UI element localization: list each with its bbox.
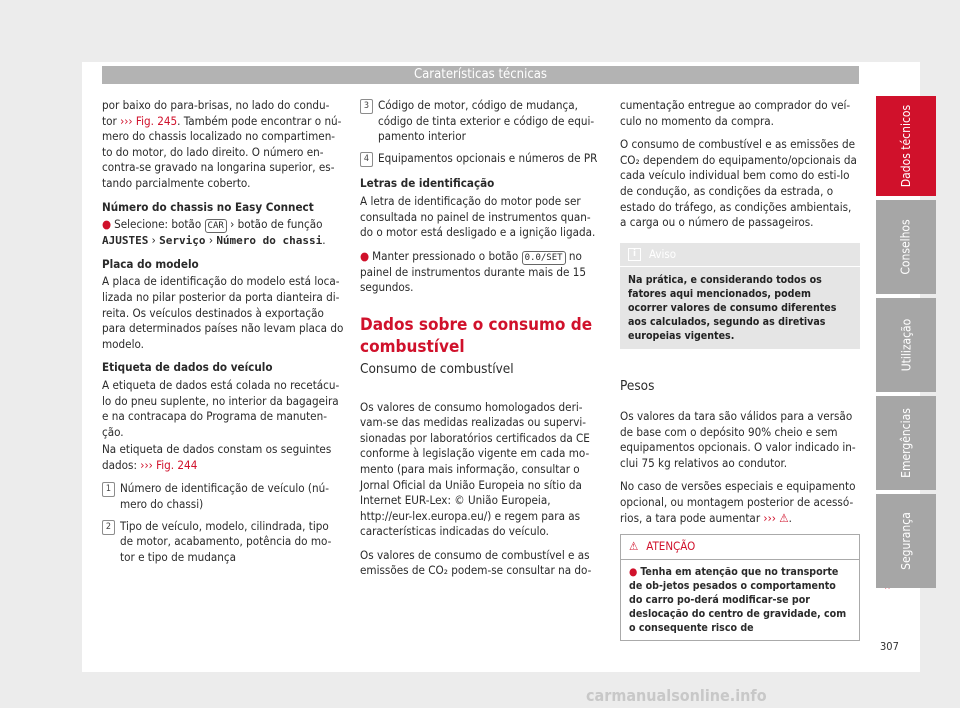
chapter-tab[interactable] — [876, 96, 936, 196]
chapter-tab-label: Emergências — [899, 408, 914, 478]
chapter-tab-label: Dados técnicos — [899, 104, 914, 188]
chapter-tab[interactable] — [876, 298, 936, 392]
column-2 — [360, 98, 603, 587]
warning-triangle-icon: ⚠ — [629, 539, 639, 554]
paragraph-co2: Os valores de consumo de combustível e as emissões de CO₂ podem-se consultar na do- — [360, 547, 592, 578]
list-item: 2 Tipo de veículo, modelo, cilindrada, tipo de motor, acabamento, potência do mo-tor e tipo de mudança — [102, 519, 344, 566]
heading-letras: Letras de identificação — [360, 176, 495, 191]
bullet-easy-connect: ● Selecione: botão CAR › botão de função AJUSTES › Serviço › Número do chassi. — [102, 217, 326, 248]
list-item: 1 Número de identificação de veículo (nú-mero do chassi) — [102, 481, 344, 512]
subsection-title-pesos: Pesos — [620, 378, 655, 395]
watermark: carmanualsonline.info — [586, 686, 767, 705]
list-item: 3 Código de motor, código de mudança, código de tinta exterior e código de equi-pamento interior — [360, 98, 603, 145]
paragraph-pesos-2: No caso de versões especiais e equipamento opcional, ou montagem posterior de acessó-rios, a tara pode aumentar ››› ⚠. — [620, 479, 856, 525]
number-badge: 4 — [360, 152, 373, 167]
column-1 — [102, 98, 344, 571]
paragraph-intro: por baixo do para-brisas, no lado do condu-tor ››› Fig. 245. Também pode encontrar o nú-mero do chassis localizado no compartimen-to do motor, do lado direito. O número en-contra-se gravado na longarina superior, es-tando parcialmente coberto. — [102, 98, 342, 190]
car-key-icon: CAR — [205, 219, 227, 233]
bullet-set-button: ● Manter pressionado o botão 0.0/SET no painel de instrumentos durante mais de 15 segundos. — [360, 248, 587, 295]
fig-link-244[interactable]: Fig. 244 — [152, 457, 198, 472]
chapter-tab-label: Segurança — [899, 512, 913, 570]
heading-placa: Placa do modelo — [102, 256, 199, 271]
warning-icon[interactable]: ⚠ — [779, 510, 789, 525]
fig-link-245[interactable]: Fig. 245 — [132, 113, 178, 128]
paragraph-constam: Na etiqueta de dados constam os seguintes dados: ››› Fig. 244 — [102, 442, 332, 472]
notice-box — [620, 243, 860, 350]
subsection-title: Consumo de combustível — [360, 360, 514, 377]
chapter-tab-label: Utilização — [898, 318, 913, 372]
chapter-tab[interactable] — [876, 494, 936, 588]
paragraph-etiqueta: A etiqueta de dados está colada no recetácu-lo do pneu suplente, no interior da bagageira e na contracapa do Programa de manuten-ção. — [102, 377, 340, 439]
paragraph-consumo: Os valores de consumo homologados deri-vam-se das medidas realizadas ou supervi-sionadas por laboratórios certificados da CE conforme à legislação vigente em cada mo-mento (para mais informação, consultar o Jornal Oficial da União Europeia no sítio da Internet EUR-Lex: © União Europeia, http://eur-lex.europa.eu/) e regem para as características indicadas do veículo. — [360, 399, 590, 539]
chapter-tab-label: Conselhos — [899, 219, 913, 275]
paragraph-placa: A placa de identificação do modelo está loca-lizada no pilar posterior da porta dianteira di-reita. Os veículos destinados à exportação para determinados países não levam placa do modelo. — [102, 274, 344, 351]
info-icon: i — [628, 248, 641, 261]
xref-arrow[interactable]: ››› — [140, 457, 153, 472]
chapter-tab[interactable] — [876, 396, 936, 490]
xref-arrow[interactable]: ››› — [120, 113, 133, 128]
list-item: 4 Equipamentos opcionais e números de PR — [360, 151, 603, 167]
number-badge: 2 — [102, 520, 115, 535]
paragraph-letras: A letra de identificação do motor pode ser consultada no painel de instrumentos quan-do o motor está desligado e a ignição ligada. — [360, 193, 596, 240]
chapter-tabs — [876, 96, 936, 592]
column-3 — [620, 98, 860, 641]
number-badge: 1 — [102, 482, 115, 497]
heading-etiqueta: Etiqueta de dados do veículo — [102, 360, 273, 375]
number-badge: 3 — [360, 99, 373, 114]
section-header: Caraterísticas técnicas — [102, 66, 859, 84]
section-title: Dados sobre o consumo de combustível — [360, 314, 593, 357]
notice-header: i Aviso — [620, 243, 860, 268]
paragraph-co2-factors: O consumo de combustível e as emissões de CO₂ dependem do equipamento/opcionais da cada veículo individual bem como do esti-lo de condução, as condições da estrada, o estado do tráfego, as condições ambientais, a carga ou o número de passageiros. — [620, 137, 857, 230]
warning-box — [620, 534, 860, 641]
set-key-icon: 0.0/SET — [522, 251, 566, 265]
xref-arrow[interactable]: ››› — [763, 510, 776, 525]
warning-body: ● Tenha em atenção que no transporte de ob-jetos pesados o comportamento do carro po-derá modificar-se por deslocação do centro de gravidade, com o consequente risco de — [629, 565, 847, 634]
heading-easy-connect: Número do chassis no Easy Connect — [102, 199, 314, 214]
notice-body: Na prática, e considerando todos os fatores aqui mencionados, podem ocorrer valores de consumo diferentes aos calculados, segundo as diretivas europeias vigentes. — [628, 274, 837, 343]
paragraph-continued: cumentação entregue ao comprador do veí-culo no momento da compra. — [620, 98, 851, 128]
chapter-tab[interactable] — [876, 200, 936, 294]
page-number: 307 — [880, 640, 899, 653]
warning-header: ⚠ ATENÇÃO — [621, 535, 859, 560]
paragraph-pesos: Os valores da tara são válidos para a versão de base com o depósito 90% cheio e sem equipamentos opcionais. O valor indicado in-clui 75 kg relativos ao condutor. — [620, 408, 856, 470]
